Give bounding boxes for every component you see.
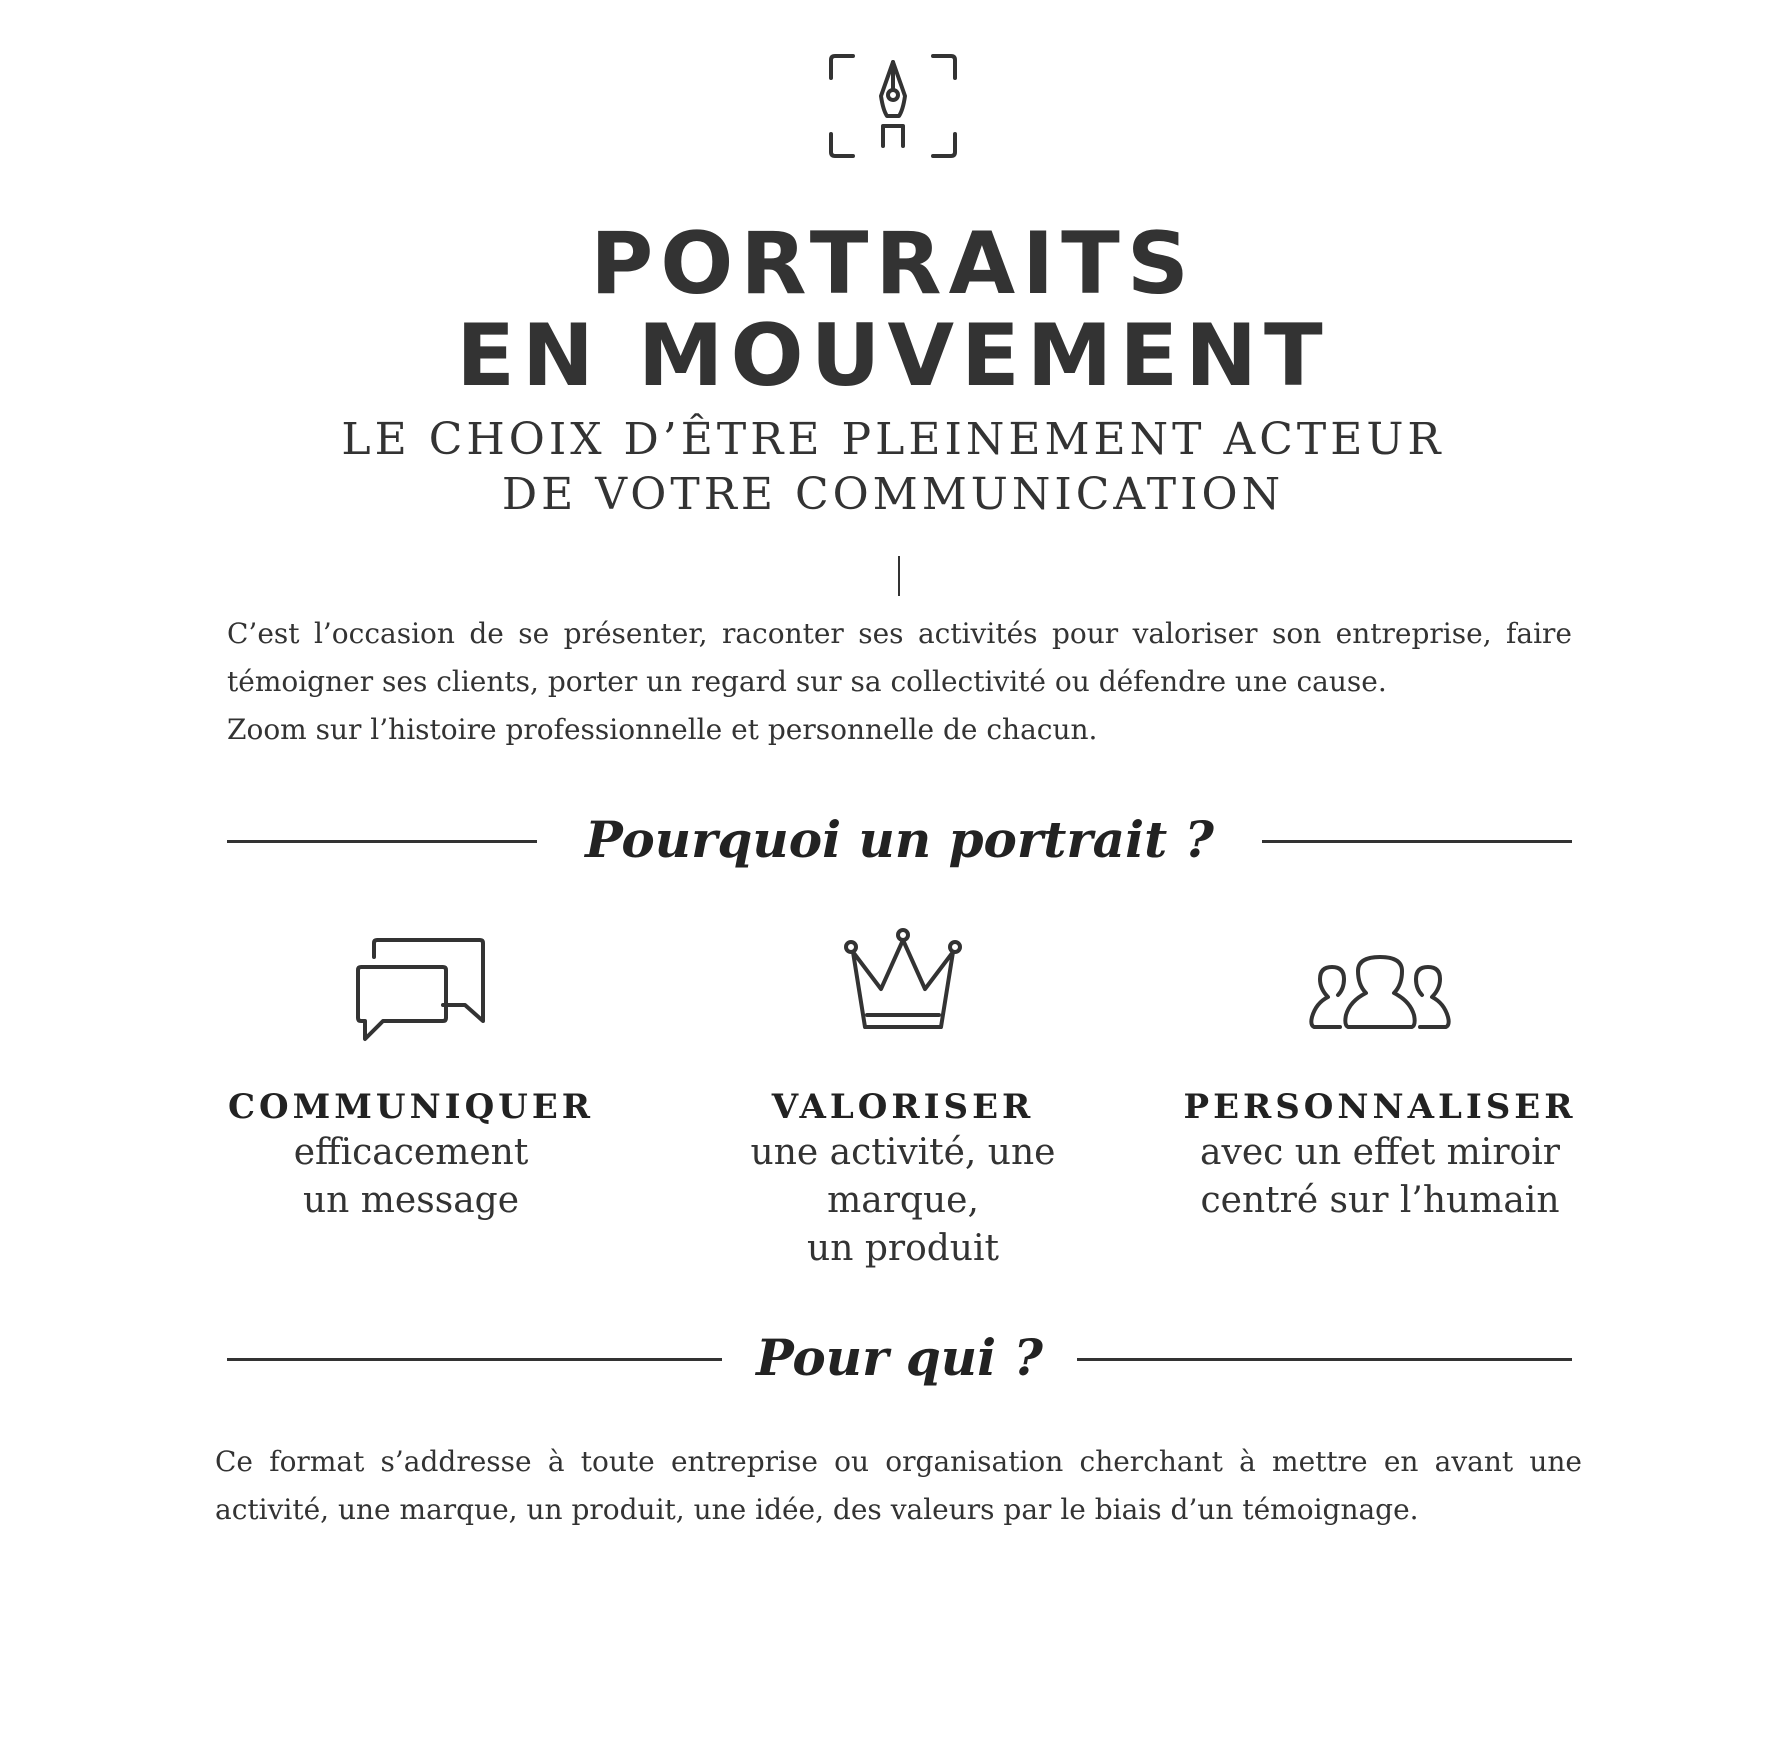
page-subtitle [0,412,1786,522]
title-line-1: PORTRAITS [590,214,1196,314]
feature-label: PERSONNALISER [1183,1087,1577,1127]
why-heading: Pourquoi un portrait ? [585,810,1214,869]
intro-text-1: C’est l’occasion de se présenter, raconter ses activités pour valoriser son entreprise, faire témoigner ses clients, porter un regard sur sa collectivité ou défendre une cause. [227,617,1572,698]
audience-text: Ce format s’addresse à toute entreprise ou organisation cherchant à mettre en avant une activité, une marque, un produit, une idée, des valeurs par le biais d’un témoignage. [215,1445,1582,1526]
subtitle-line-1: LE CHOIX D’ÊTRE PLEINEMENT ACTEUR [341,414,1445,465]
who-heading-row [227,1318,1572,1398]
feature-valoriser [673,925,1133,1273]
vertical-divider [898,556,900,596]
page-title [0,214,1786,406]
feature-desc-line-2: un message [302,1180,520,1221]
intro-paragraph [227,610,1572,754]
title-line-2: EN MOUVEMENT [456,306,1330,406]
feature-label: COMMUNIQUER [227,1087,595,1127]
feature-desc-line-2: un produit [807,1228,999,1269]
people-group-icon [1300,925,1460,1055]
feature-desc-line-2: centré sur l’humain [1200,1180,1560,1221]
crown-icon [823,925,983,1055]
intro-text-2: Zoom sur l’histoire professionnelle et personnelle de chacun. [227,713,1098,746]
why-heading-row [227,800,1572,880]
feature-desc-line-1: efficacement [293,1132,529,1173]
audience-paragraph [215,1438,1582,1534]
feature-desc-line-1: avec un effet miroir [1200,1132,1560,1173]
feature-communiquer [181,925,641,1225]
pen-nib-frame-icon [827,52,959,160]
chat-bubbles-icon [331,925,491,1055]
who-heading: Pour qui ? [756,1328,1043,1387]
subtitle-line-2: DE VOTRE COMMUNICATION [501,469,1285,520]
feature-desc-line-1: une activité, une marque, [750,1132,1056,1221]
feature-label: VALORISER [771,1087,1035,1127]
feature-personnaliser [1150,925,1610,1225]
